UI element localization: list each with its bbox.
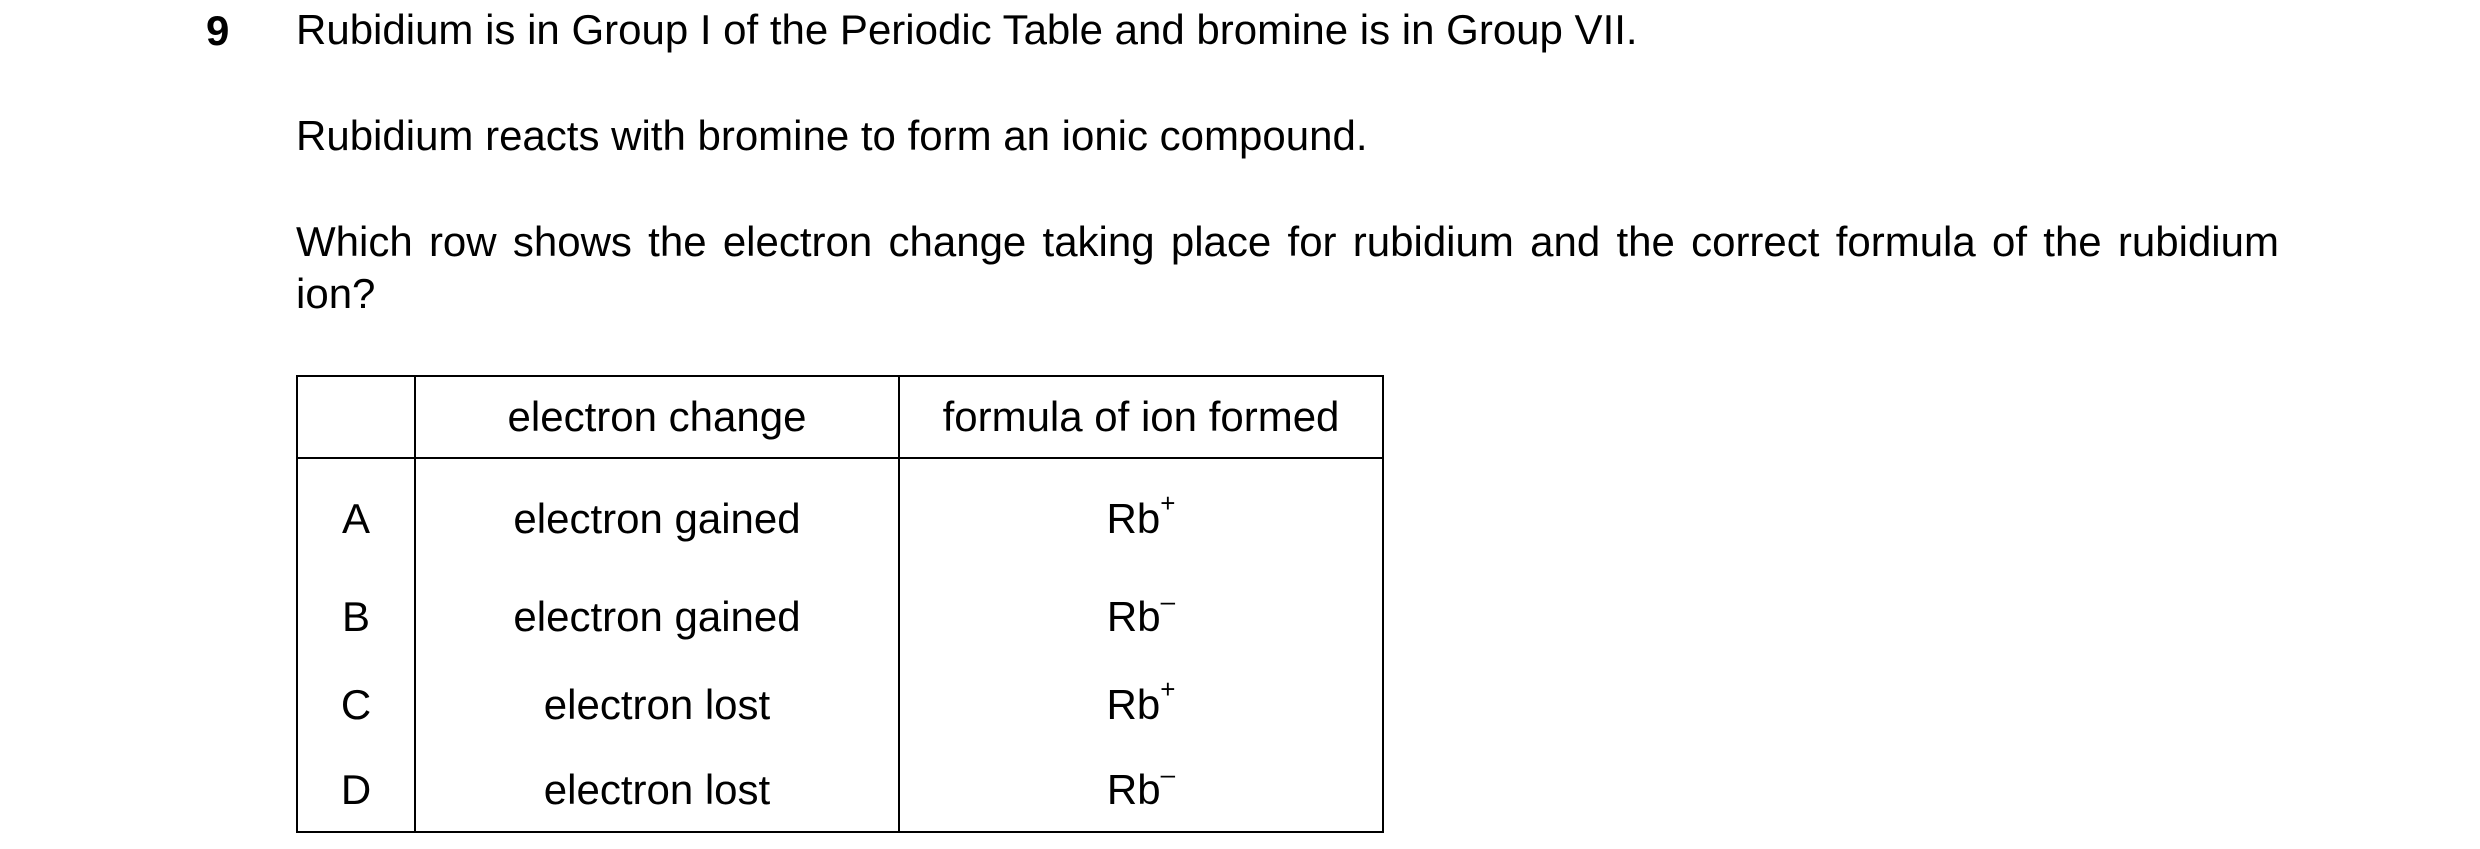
table-row	[297, 458, 1383, 573]
ion-charge: +	[1160, 674, 1176, 704]
header-letter	[297, 376, 415, 458]
option-formula	[899, 458, 1383, 573]
question-prompt: Which row shows the electron change taking place for rubidium and the correct formula of the rubidium ion?	[296, 218, 2279, 317]
option-electron-change: electron gained	[415, 573, 899, 661]
option-letter: B	[297, 573, 415, 661]
ion-charge: –	[1160, 759, 1176, 789]
table-row	[297, 573, 1383, 661]
question-number: 9	[206, 7, 230, 54]
ion-symbol: Rb	[1106, 766, 1161, 813]
ion-symbol: Rb	[1106, 495, 1161, 542]
ion-charge: +	[1160, 488, 1176, 518]
ion-symbol: Rb	[1106, 593, 1161, 640]
option-letter: D	[297, 749, 415, 832]
table-header-row	[297, 376, 1383, 458]
ion-charge: –	[1160, 586, 1176, 616]
option-electron-change: electron lost	[415, 749, 899, 832]
ion-symbol: Rb	[1106, 681, 1161, 728]
question-paragraph-2: Rubidium reacts with bromine to form an ionic compound.	[296, 112, 1368, 159]
table-row	[297, 661, 1383, 749]
table-row	[297, 749, 1383, 832]
header-formula: formula of ion formed	[899, 376, 1383, 458]
option-formula	[899, 661, 1383, 749]
option-electron-change: electron gained	[415, 458, 899, 573]
option-formula	[899, 573, 1383, 661]
option-electron-change: electron lost	[415, 661, 899, 749]
option-formula	[899, 749, 1383, 832]
option-letter: A	[297, 458, 415, 573]
header-electron-change: electron change	[415, 376, 899, 458]
options-table	[296, 375, 1384, 833]
question-paragraph-1: Rubidium is in Group I of the Periodic Table and bromine is in Group VII.	[296, 6, 1638, 53]
option-letter: C	[297, 661, 415, 749]
